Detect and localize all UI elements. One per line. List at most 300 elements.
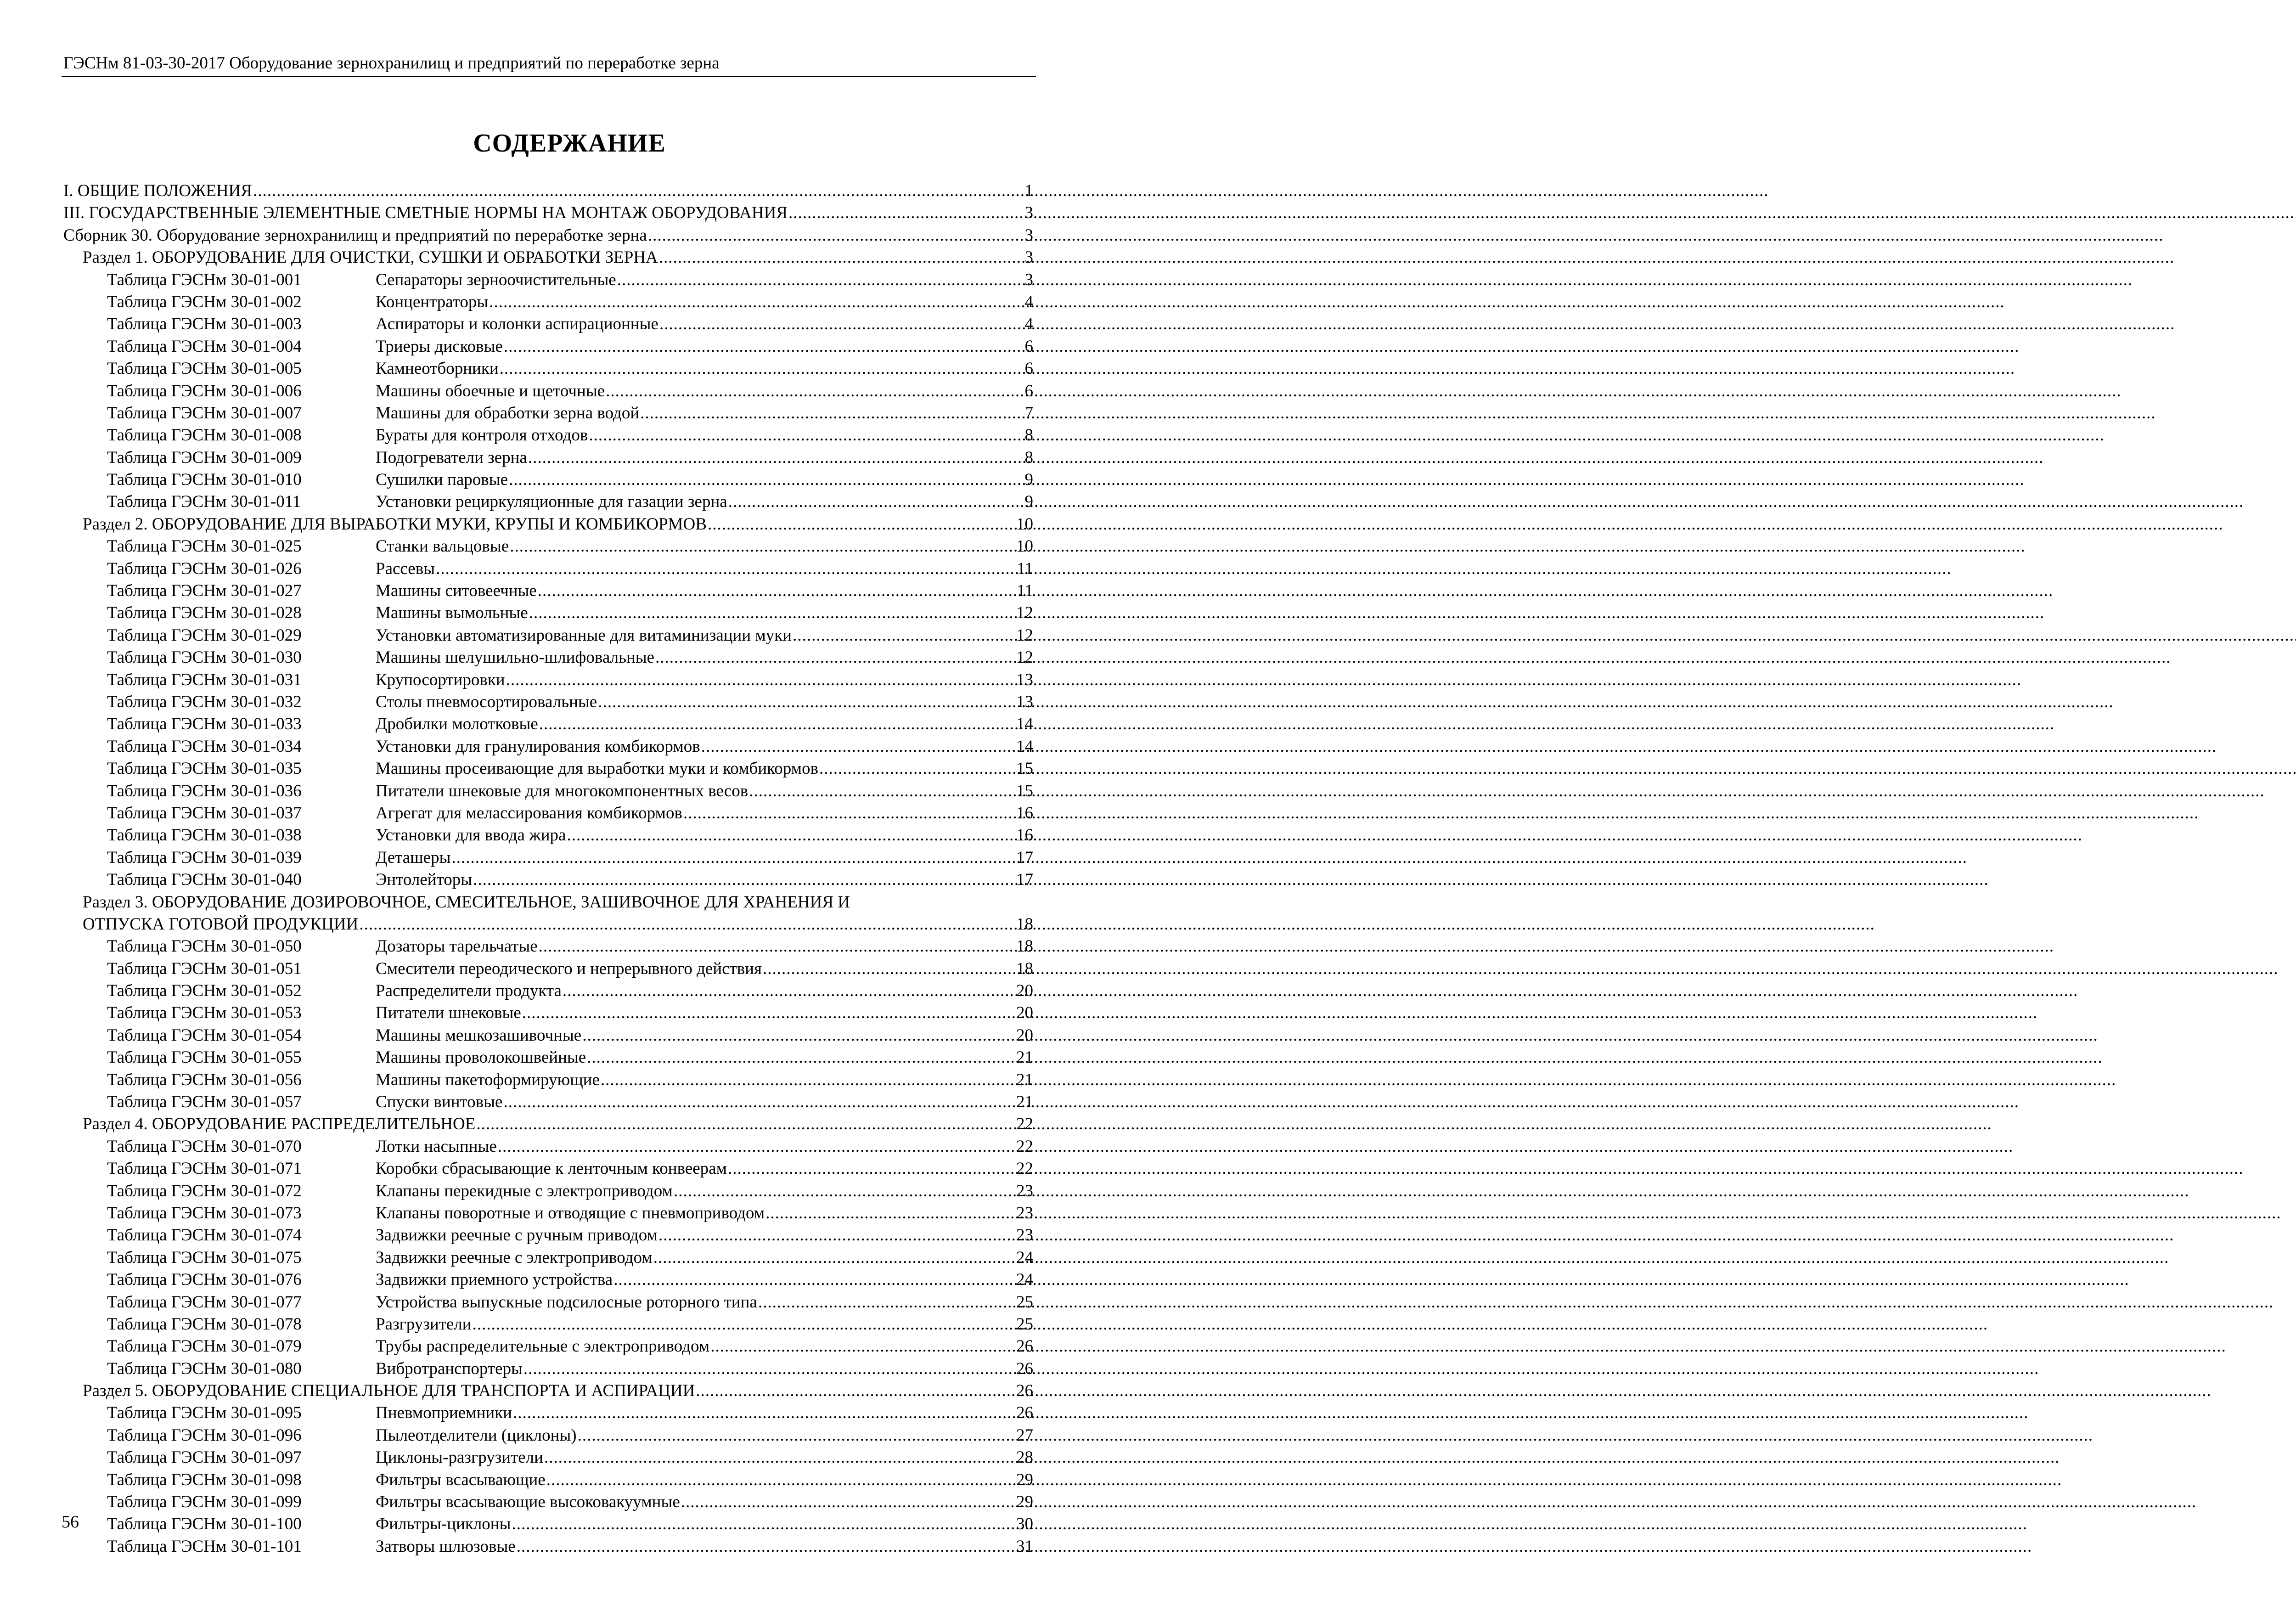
toc-dot-leader (587, 1047, 1015, 1069)
toc-entry-code: Таблица ГЭСНм 30-01-008 (107, 426, 302, 445)
toc-dot-leader (498, 1136, 1015, 1158)
toc-entry-page: 11 (1017, 581, 1033, 601)
toc-entry-page: 21 (1016, 1070, 1033, 1089)
toc-table-entry[interactable] (63, 380, 1033, 402)
toc-entry-code: Таблица ГЭСНм 30-01-075 (107, 1248, 302, 1267)
toc-dot-leader (728, 491, 1024, 513)
toc-entry-page: 8 (1024, 426, 1033, 445)
toc-entry-page: 18 (1016, 959, 1033, 978)
toc-entry-page: 17 (1016, 848, 1033, 867)
toc-table-entry[interactable] (63, 336, 1033, 358)
toc-entry-page: 12 (1016, 625, 1033, 645)
toc-entry-label: Клапаны поворотные и отводящие с пневмоприводом (376, 1203, 765, 1222)
toc-entry-label: Лотки насыпные (376, 1137, 497, 1156)
toc-dot-leader (617, 269, 1024, 291)
toc-entry-page: 24 (1016, 1270, 1033, 1290)
toc-table-entry[interactable] (63, 625, 1033, 647)
toc-dot-leader (613, 1269, 1015, 1291)
toc-entry-code: Таблица ГЭСНм 30-01-055 (107, 1048, 302, 1067)
toc-entry-page: 10 (1016, 537, 1033, 556)
toc-table-entry[interactable] (63, 1536, 1033, 1558)
toc-entry-code: Таблица ГЭСНм 30-01-050 (107, 937, 302, 956)
toc-dot-leader (473, 1313, 1015, 1335)
toc-entry-label: Спуски винтовые (376, 1093, 503, 1112)
toc-table-entry[interactable] (63, 402, 1033, 424)
toc-entry-label: Задвижки приемного устройства (376, 1270, 613, 1290)
toc-dot-leader (710, 1335, 1015, 1358)
toc-dot-leader (567, 824, 1015, 846)
toc-dot-leader (681, 1491, 1015, 1513)
toc-entry-code: Таблица ГЭСНм 30-01-025 (107, 537, 302, 556)
toc-dot-leader (503, 1091, 1015, 1113)
toc-entry-label: Трубы распределительные с электроприводом (376, 1337, 710, 1356)
toc-table-entry[interactable] (63, 291, 1033, 313)
toc-table-entry[interactable] (63, 1313, 1033, 1335)
toc-entry-code: Таблица ГЭСНм 30-01-001 (107, 270, 302, 289)
toc-entry-page: 9 (1024, 492, 1033, 512)
toc-table-entry[interactable] (63, 736, 1033, 758)
toc-entry-code: Таблица ГЭСНм 30-01-003 (107, 315, 302, 334)
toc-entry-page: 18 (1016, 937, 1033, 956)
toc-table-entry[interactable] (63, 713, 1033, 735)
toc-table-entry[interactable] (63, 1180, 1033, 1202)
toc-dot-leader (589, 424, 1024, 446)
toc-table-entry[interactable] (63, 691, 1033, 713)
toc-table-entry[interactable] (63, 358, 1033, 380)
toc-entry-label: Машины мешкозашивочные (376, 1025, 582, 1045)
toc-dot-leader (539, 713, 1015, 735)
toc-entry-page: 8 (1024, 448, 1033, 467)
toc-entry-page: 23 (1016, 1203, 1033, 1222)
toc-table-entry[interactable] (63, 1269, 1033, 1291)
toc-table-entry[interactable] (63, 313, 1033, 335)
toc-entry-label: Подогреватели зерна (376, 448, 527, 467)
toc-dot-leader (674, 1180, 1015, 1202)
toc-table-entry[interactable] (63, 491, 1033, 513)
toc-table-entry[interactable] (63, 1047, 1033, 1069)
toc-dot-leader (500, 358, 1024, 380)
toc-entry-page: 12 (1016, 648, 1033, 667)
toc-entry-page: 31 (1016, 1537, 1033, 1556)
toc-entry-page: 14 (1016, 715, 1033, 734)
toc-entry-label: Задвижки реечные с ручным приводом (376, 1226, 658, 1245)
toc-entry-page: 16 (1016, 803, 1033, 822)
toc-entry-label: Циклоны-разгрузители (376, 1448, 543, 1467)
toc-entry-code: Таблица ГЭСНм 30-01-078 (107, 1314, 302, 1334)
toc-entry-label: Дозаторы тарельчатые (376, 937, 538, 956)
toc-entry-code: Таблица ГЭСНм 30-01-076 (107, 1270, 302, 1290)
toc-entry-code: Таблица ГЭСНм 30-01-010 (107, 470, 302, 490)
toc-dot-leader (563, 980, 1015, 1002)
toc-top-entry[interactable] (63, 225, 1033, 247)
toc-table-entry[interactable] (63, 469, 1033, 491)
toc-entry-page: 13 (1016, 670, 1033, 689)
toc-entry-label: Сепараторы зерноочистительные (376, 270, 616, 289)
toc-entry-code: Таблица ГЭСНм 30-01-056 (107, 1070, 302, 1089)
toc-entry-label: ОТПУСКА ГОТОВОЙ ПРОДУКЦИИ (83, 914, 359, 934)
toc-dot-leader (765, 1202, 1015, 1224)
toc-table-entry[interactable] (63, 269, 1033, 291)
toc-dot-leader (436, 558, 1016, 580)
toc-entry-code: Таблица ГЭСНм 30-01-027 (107, 581, 302, 601)
toc-entry-page: 18 (1016, 914, 1033, 934)
toc-dot-leader (539, 935, 1015, 958)
toc-table-entry[interactable] (63, 1335, 1033, 1358)
toc-dot-leader (509, 469, 1024, 491)
toc-entry-label: Коробки сбрасывающие к ленточным конвеерам (376, 1159, 727, 1178)
toc-entry-page: 6 (1024, 337, 1033, 356)
toc-table-entry[interactable] (63, 1291, 1033, 1313)
toc-entry-label: Машины просеивающие для выработки муки и комбикормов (376, 759, 819, 778)
toc-entry-page: 10 (1016, 514, 1033, 534)
toc-table-entry[interactable] (63, 958, 1033, 980)
toc-entry-page: 21 (1016, 1093, 1033, 1112)
page-title: СОДЕРЖАНИЕ (473, 129, 666, 158)
toc-dot-leader (749, 780, 1015, 802)
toc-entry-page: 4 (1024, 315, 1033, 334)
toc-table-entry[interactable] (63, 869, 1033, 891)
toc-dot-leader (544, 1447, 1015, 1469)
toc-table-entry[interactable] (63, 1136, 1033, 1158)
toc-table-entry[interactable] (63, 1402, 1033, 1424)
toc-table-entry[interactable] (63, 447, 1033, 469)
toc-table-entry[interactable] (63, 1002, 1033, 1024)
toc-entry-label: Машины вымольные (376, 603, 528, 623)
toc-entry-page: 25 (1016, 1292, 1033, 1312)
toc-entry-page: 3 (1024, 248, 1033, 267)
toc-entry-label: Машины для обработки зерна водой (376, 403, 640, 422)
toc-table-entry[interactable] (63, 935, 1033, 958)
toc-dot-leader (683, 802, 1015, 824)
toc-entry-page: 15 (1016, 759, 1033, 778)
toc-dot-leader (640, 402, 1024, 424)
toc-table-entry[interactable] (63, 1247, 1033, 1269)
toc-dot-leader (529, 602, 1015, 624)
toc-entry-code: Таблица ГЭСНм 30-01-035 (107, 759, 302, 778)
toc-table-entry[interactable] (63, 1025, 1033, 1047)
toc-table-entry[interactable] (63, 1224, 1033, 1246)
toc-dot-leader (538, 580, 1016, 602)
toc-table-entry[interactable] (63, 669, 1033, 691)
toc-entry-code: Таблица ГЭСНм 30-01-032 (107, 692, 302, 711)
toc-table-entry[interactable] (63, 1513, 1033, 1535)
toc-dot-leader (601, 1069, 1015, 1091)
toc-entry-page: 24 (1016, 1248, 1033, 1267)
toc-entry-code: Таблица ГЭСНм 30-01-079 (107, 1337, 302, 1356)
toc-table-entry[interactable] (63, 1091, 1033, 1113)
toc-entry-page: 21 (1016, 1048, 1033, 1067)
toc-entry-page: 26 (1016, 1359, 1033, 1378)
toc-table-entry[interactable] (63, 780, 1033, 802)
toc-entry-label: Устройства выпускные подсилосные роторного типа (376, 1292, 757, 1312)
toc-entry-page: 29 (1016, 1493, 1033, 1512)
toc-entry-code: Таблица ГЭСНм 30-01-040 (107, 870, 302, 890)
toc-entry-page: 6 (1024, 359, 1033, 378)
toc-section-entry[interactable] (63, 247, 1033, 269)
toc-entry-code: Таблица ГЭСНм 30-01-054 (107, 1025, 302, 1045)
toc-entry-code: Таблица ГЭСНм 30-01-098 (107, 1470, 302, 1489)
toc-entry-label: Смесители переодического и непрерывного действия (376, 959, 762, 978)
toc-entry-code: Таблица ГЭСНм 30-01-030 (107, 648, 302, 667)
toc-entry-code: Таблица ГЭСНм 30-01-028 (107, 603, 302, 623)
toc-table-entry[interactable] (63, 802, 1033, 824)
toc-entry-page: 12 (1016, 603, 1033, 623)
toc-dot-leader (701, 736, 1015, 758)
toc-entry-code: Таблица ГЭСНм 30-01-071 (107, 1159, 302, 1178)
toc-entry-page: 25 (1016, 1314, 1033, 1334)
toc-section-entry[interactable] (63, 1380, 1033, 1402)
toc-entry-page: 22 (1016, 1159, 1033, 1178)
toc-table-entry[interactable] (63, 1425, 1033, 1447)
toc-dot-leader (655, 647, 1015, 669)
toc-entry-code: Таблица ГЭСНм 30-01-004 (107, 337, 302, 356)
toc-entry-code: Таблица ГЭСНм 30-01-080 (107, 1359, 302, 1378)
toc-entry-page: 23 (1016, 1181, 1033, 1200)
toc-entry-code: Таблица ГЭСНм 30-01-038 (107, 826, 302, 845)
toc-table-entry[interactable] (63, 558, 1033, 580)
toc-entry-page: 7 (1024, 403, 1033, 422)
toc-entry-label: Станки вальцовые (376, 537, 509, 556)
toc-entry-label: Столы пневмосортировальные (376, 692, 597, 711)
toc-entry-page: 9 (1024, 470, 1033, 490)
toc-entry-page: 30 (1016, 1515, 1033, 1534)
toc-entry-page: 26 (1016, 1381, 1033, 1401)
toc-entry-page: 22 (1016, 1115, 1033, 1134)
toc-entry-code: Таблица ГЭСНм 30-01-026 (107, 559, 302, 578)
toc-entry-page: 11 (1017, 559, 1033, 578)
toc-entry-code: Таблица ГЭСНм 30-01-005 (107, 359, 302, 378)
toc-entry-page: 20 (1016, 981, 1033, 1001)
toc-entry-page: 15 (1016, 781, 1033, 800)
toc-entry-label: Сушилки паровые (376, 470, 508, 490)
toc-entry-label: Пылеотделители (циклоны) (376, 1425, 577, 1445)
toc-entry-label: Установки для ввода жира (376, 826, 566, 845)
toc-entry-code: Таблица ГЭСНм 30-01-073 (107, 1203, 302, 1222)
toc-dot-leader (510, 535, 1015, 558)
toc-entry-page: 28 (1016, 1448, 1033, 1467)
toc-entry-label: Затворы шлюзовые (376, 1537, 516, 1556)
toc-entry-code: Таблица ГЭСНм 30-01-029 (107, 625, 302, 645)
toc-entry-code: Таблица ГЭСНм 30-01-072 (107, 1181, 302, 1200)
toc-dot-leader (788, 202, 1024, 224)
toc-entry-page: 14 (1016, 737, 1033, 756)
toc-entry-code: Таблица ГЭСНм 30-01-033 (107, 715, 302, 734)
toc-dot-leader (512, 1513, 1015, 1535)
toc-entry-label: Машины шелушильно-шлифовальные (376, 648, 655, 667)
toc-entry-page: 26 (1016, 1337, 1033, 1356)
toc-entry-code: Таблица ГЭСНм 30-01-077 (107, 1292, 302, 1312)
toc-dot-leader (598, 691, 1015, 713)
toc-entry-label: Машины пакетоформирующие (376, 1070, 600, 1089)
toc-entry-label: Раздел 1. ОБОРУДОВАНИЕ ДЛЯ ОЧИСТКИ, СУШКИ И ОБРАБОТКИ ЗЕРНА (83, 248, 658, 267)
toc-dot-leader (528, 447, 1024, 469)
toc-section-entry[interactable] (63, 513, 1033, 535)
toc-entry-code: Таблица ГЭСНм 30-01-007 (107, 403, 302, 422)
toc-dot-leader (659, 247, 1024, 269)
toc-entry-page: 13 (1016, 692, 1033, 711)
toc-entry-label: Питатели шнековые для многокомпонентных весов (376, 781, 748, 800)
toc-entry-page: 23 (1016, 1226, 1033, 1245)
toc-entry-code: Таблица ГЭСНм 30-01-002 (107, 292, 302, 311)
toc-table-entry[interactable] (63, 580, 1033, 602)
toc-entry-label: Крупосортировки (376, 670, 505, 689)
toc-dot-leader (522, 1002, 1015, 1024)
toc-dot-leader (763, 958, 1015, 980)
toc-dot-leader (659, 313, 1024, 335)
toc-entry-code: Таблица ГЭСНм 30-01-031 (107, 670, 302, 689)
toc-dot-leader (578, 1425, 1015, 1447)
table-of-contents (63, 180, 1033, 1558)
toc-entry-code: Таблица ГЭСНм 30-01-096 (107, 1425, 302, 1445)
running-header: ГЭСНм 81-03-30-2017 Оборудование зернохранилищ и предприятий по переработке зерна (63, 54, 720, 73)
toc-entry-label: Агрегат для мелассирования комбикормов (376, 803, 682, 822)
toc-table-entry[interactable] (63, 424, 1033, 446)
toc-entry-label: Рассевы (376, 559, 435, 578)
toc-dot-leader (523, 1358, 1015, 1380)
toc-entry-label: Деташеры (376, 848, 451, 867)
toc-entry-label: Фильтры-циклоны (376, 1515, 511, 1534)
toc-entry-code: Таблица ГЭСНм 30-01-053 (107, 1003, 302, 1023)
toc-top-entry[interactable] (63, 202, 1033, 224)
toc-entry-code: Таблица ГЭСНм 30-01-009 (107, 448, 302, 467)
toc-dot-leader (582, 1025, 1015, 1047)
toc-entry-code: Таблица ГЭСНм 30-01-011 (107, 492, 301, 512)
toc-table-entry[interactable] (63, 1469, 1033, 1491)
toc-entry-code: Таблица ГЭСНм 30-01-039 (107, 848, 302, 867)
toc-top-entry[interactable] (63, 180, 1033, 202)
toc-dot-leader (696, 1380, 1015, 1402)
toc-entry-page: 20 (1016, 1003, 1033, 1023)
toc-dot-leader (473, 869, 1015, 891)
toc-entry-code: Таблица ГЭСНм 30-01-100 (107, 1515, 302, 1534)
toc-table-entry[interactable] (63, 1158, 1033, 1180)
toc-table-entry[interactable] (63, 1069, 1033, 1091)
toc-entry-page: 16 (1016, 826, 1033, 845)
toc-dot-leader (517, 1536, 1015, 1558)
toc-entry-label: Триеры дисковые (376, 337, 503, 356)
toc-entry-label: Аспираторы и колонки аспирационные (376, 315, 658, 334)
toc-entry-code: Таблица ГЭСНм 30-01-057 (107, 1093, 302, 1112)
toc-table-entry[interactable] (63, 602, 1033, 624)
toc-dot-leader (758, 1291, 1015, 1313)
toc-entry-label: Задвижки реечные с электроприводом (376, 1248, 653, 1267)
toc-entry-page: 3 (1024, 270, 1033, 289)
toc-entry-label: Машины проволокошвейные (376, 1048, 586, 1067)
toc-entry-label: Вибротранспортеры (376, 1359, 523, 1378)
toc-dot-leader (506, 669, 1015, 691)
toc-table-entry[interactable] (63, 824, 1033, 846)
toc-section-heading-line: Раздел 3. ОБОРУДОВАНИЕ ДОЗИРОВОЧНОЕ, СМЕСИТЕЛЬНОЕ, ЗАШИВОЧНОЕ ДЛЯ ХРАНЕНИЯ И (83, 892, 850, 912)
toc-section-entry[interactable] (63, 1113, 1033, 1135)
toc-entry-label: Камнеотборники (376, 359, 499, 378)
toc-table-entry[interactable] (63, 1447, 1033, 1469)
toc-entry-label: Раздел 2. ОБОРУДОВАНИЕ ДЛЯ ВЫРАБОТКИ МУКИ, КРУПЫ И КОМБИКОРМОВ (83, 514, 707, 534)
toc-entry-label: Пневмоприемники (376, 1403, 512, 1423)
page-number: 56 (62, 1512, 79, 1532)
toc-entry-page: 22 (1016, 1137, 1033, 1156)
toc-dot-leader (793, 625, 1015, 647)
toc-entry-label: Установки рециркуляционные для газации зерна (376, 492, 727, 512)
toc-dot-leader (819, 758, 1015, 780)
toc-entry-label: Дробилки молотковые (376, 715, 538, 734)
toc-dot-leader (658, 1224, 1015, 1246)
toc-entry-code: Таблица ГЭСНм 30-01-036 (107, 781, 302, 800)
toc-dot-leader (653, 1247, 1015, 1269)
toc-entry-label: Машины обоечные и щеточные (376, 381, 605, 400)
toc-entry-code: Таблица ГЭСНм 30-01-095 (107, 1403, 302, 1423)
toc-entry-label: I. ОБЩИЕ ПОЛОЖЕНИЯ (63, 181, 253, 200)
toc-entry-code: Таблица ГЭСНм 30-01-051 (107, 959, 302, 978)
toc-entry-page: 3 (1024, 225, 1033, 245)
toc-dot-leader (476, 1113, 1015, 1135)
toc-dot-leader (489, 291, 1024, 313)
toc-entry-label: Бураты для контроля отходов (376, 426, 588, 445)
toc-entry-label: Клапаны перекидные с электроприводом (376, 1181, 673, 1200)
toc-entry-label: Разгрузители (376, 1314, 472, 1334)
toc-entry-page: 29 (1016, 1470, 1033, 1489)
toc-entry-page: 26 (1016, 1403, 1033, 1423)
toc-entry-label: Энтолейторы (376, 870, 473, 890)
toc-entry-page: 20 (1016, 1025, 1033, 1045)
toc-entry-page: 6 (1024, 381, 1033, 400)
toc-table-entry[interactable] (63, 980, 1033, 1002)
toc-entry-label: Раздел 4. ОБОРУДОВАНИЕ РАСПРЕДЕЛИТЕЛЬНОЕ (83, 1115, 476, 1134)
toc-entry-code: Таблица ГЭСНм 30-01-101 (107, 1537, 302, 1556)
toc-entry-code: Таблица ГЭСНм 30-01-037 (107, 803, 302, 822)
toc-entry-label: Установки автоматизированные для витаминизации муки (376, 625, 792, 645)
toc-table-entry[interactable] (63, 1202, 1033, 1224)
toc-table-entry[interactable] (63, 847, 1033, 869)
header-rule (62, 76, 1036, 77)
toc-entry-code: Таблица ГЭСНм 30-01-034 (107, 737, 302, 756)
toc-table-entry[interactable] (63, 758, 1033, 780)
toc-entry-page: 3 (1024, 203, 1033, 223)
toc-entry-code: Таблица ГЭСНм 30-01-074 (107, 1226, 302, 1245)
toc-entry-label: Распределители продукта (376, 981, 562, 1001)
toc-entry-label: Фильтры всасывающие (376, 1470, 546, 1489)
toc-entry-code: Таблица ГЭСНм 30-01-099 (107, 1493, 302, 1512)
toc-dot-leader (648, 225, 1024, 247)
toc-entry-label: Раздел 5. ОБОРУДОВАНИЕ СПЕЦИАЛЬНОЕ ДЛЯ ТРАНСПОРТА И АСПИРАЦИИ (83, 1381, 695, 1401)
toc-table-entry[interactable] (63, 647, 1033, 669)
toc-dot-leader (513, 1402, 1015, 1424)
toc-entry-label: Машины ситовеечные (376, 581, 537, 601)
toc-entry-label: Концентраторы (376, 292, 489, 311)
toc-dot-leader (504, 336, 1024, 358)
toc-entry-code: Таблица ГЭСНм 30-01-006 (107, 381, 302, 400)
toc-entry-label: Питатели шнековые (376, 1003, 521, 1023)
toc-entry-page: 4 (1024, 292, 1033, 311)
toc-dot-leader (606, 380, 1024, 402)
toc-entry-page: 27 (1016, 1425, 1033, 1445)
toc-table-entry[interactable] (63, 535, 1033, 558)
toc-table-entry[interactable] (63, 1491, 1033, 1513)
toc-table-entry[interactable] (63, 1358, 1033, 1380)
toc-entry-label: Фильтры всасывающие высоковакуумные (376, 1493, 680, 1512)
toc-dot-leader (451, 847, 1015, 869)
toc-entry-code: Таблица ГЭСНм 30-01-052 (107, 981, 302, 1001)
toc-dot-leader (253, 180, 1024, 202)
toc-entry-page: 17 (1016, 870, 1033, 890)
toc-entry-label: Сборник 30. Оборудование зернохранилищ и предприятий по переработке зерна (63, 225, 647, 245)
toc-dot-leader (359, 913, 1015, 935)
toc-dot-leader (728, 1158, 1015, 1180)
toc-entry-label: III. ГОСУДАРСТВЕННЫЕ ЭЛЕМЕНТНЫЕ СМЕТНЫЕ НОРМЫ НА МОНТАЖ ОБОРУДОВАНИЯ (63, 203, 788, 223)
toc-dot-leader (708, 513, 1015, 535)
toc-entry-code: Таблица ГЭСНм 30-01-070 (107, 1137, 302, 1156)
toc-entry-label: Установки для гранулирования комбикормов (376, 737, 700, 756)
toc-section-entry[interactable] (63, 913, 1033, 935)
